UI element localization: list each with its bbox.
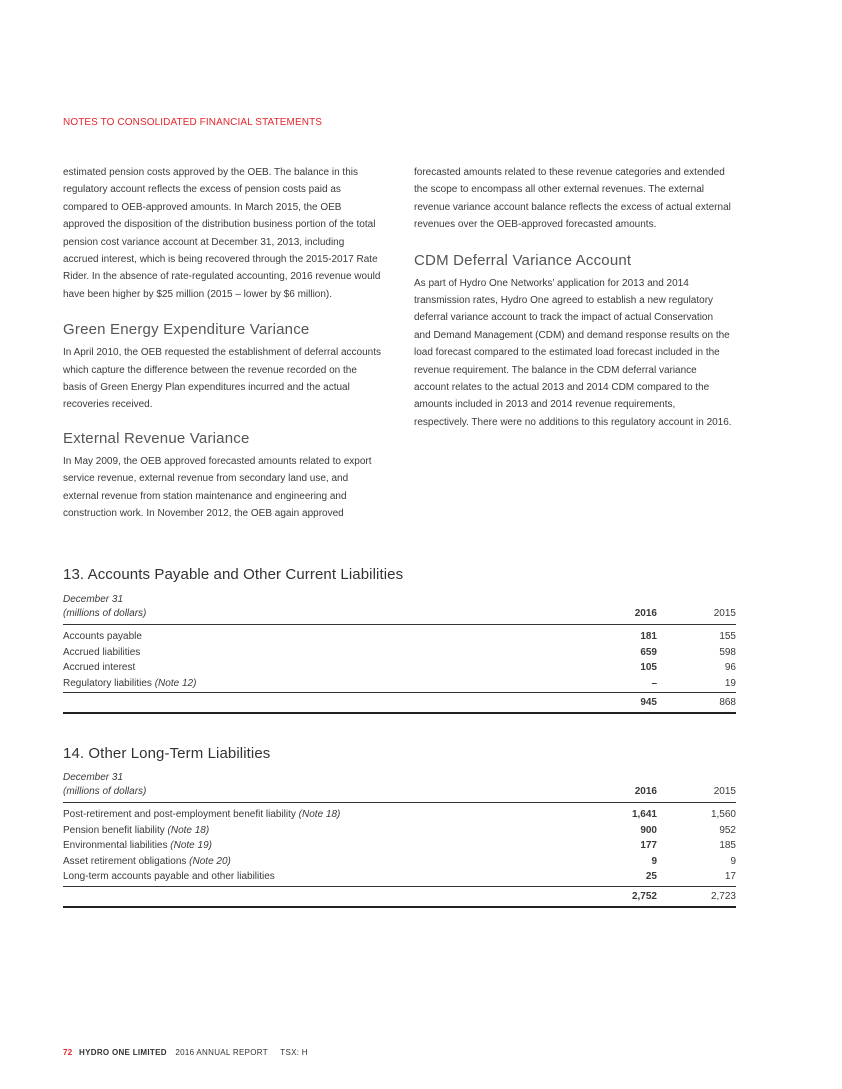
row-label-text: Asset retirement obligations <box>63 855 190 867</box>
note-14-table <box>63 772 736 908</box>
total-2015: 868 <box>719 697 736 708</box>
row-note-ref: (Note 18) <box>167 824 210 836</box>
row-2015: 952 <box>719 824 736 836</box>
table-body <box>63 625 736 693</box>
row-label: Long-term accounts payable and other liabilities <box>63 871 275 882</box>
row-2016: 659 <box>640 646 657 658</box>
page-number: 72 <box>63 1048 73 1057</box>
green-energy-heading: Green Energy Expenditure Variance <box>63 321 310 339</box>
row-2015: 17 <box>724 871 736 882</box>
note-13-title: 13. Accounts Payable and Other Current Liabilities <box>63 566 404 583</box>
header-date: December 31 <box>63 594 124 605</box>
row-label-text: Post-retirement and post-employment benefit liability <box>63 809 299 820</box>
table-total-row <box>63 693 736 714</box>
table-row <box>63 661 736 677</box>
table-row <box>63 646 736 662</box>
row-2016: 105 <box>640 662 657 673</box>
row-label <box>63 678 196 689</box>
table-body <box>63 803 736 887</box>
total-2015: 2,723 <box>710 890 736 902</box>
row-2016: – <box>651 677 657 689</box>
row-2016: 181 <box>640 631 657 642</box>
green-energy-paragraph: In April 2010, the OEB requested the establishment of deferral accounts which capture the difference between the revenue recorded on the basis of Green Energy Plan expenditures incurred and the actual recoveries received. <box>63 347 381 411</box>
header-2016: 2016 <box>634 786 657 797</box>
cdm-paragraph: As part of Hydro One Networks’ application for 2013 and 2014 transmission rates, Hydro One agreed to establish a new regulatory deferral variance account to track the impact of actual Conservation and Demand Management (CDM) and demand response results on the load forecast compared to the estimated load forecast included in the revenue requirement. The balance in the CDM deferral variance account relates to the actual 2013 and 2014 CDM compared to the amounts included in 2013 and 2014 revenue requirements, respectively. There were no additions to this regulatory account in 2016. <box>414 277 732 428</box>
table-row <box>63 808 736 824</box>
report-name: 2016 ANNUAL REPORT <box>175 1048 268 1057</box>
cdm-heading: CDM Deferral Variance Account <box>414 251 632 269</box>
note-14-title: 14. Other Long-Term Liabilities <box>63 745 271 762</box>
header-2016: 2016 <box>634 608 657 619</box>
note-13-table <box>63 594 736 714</box>
company-name: HYDRO ONE LIMITED <box>79 1048 167 1057</box>
ticker: TSX: H <box>280 1048 308 1057</box>
row-label: Accounts payable <box>63 631 142 642</box>
row-2016: 1,641 <box>631 809 657 820</box>
external-revenue-paragraph: In May 2009, the OEB approved forecasted amounts related to export service revenue, external revenue from secondary land use, and external revenue from station maintenance and engineering and construction work. In November 2012, the OEB again approved <box>63 455 372 520</box>
right-column <box>414 164 732 431</box>
row-label <box>63 809 340 820</box>
row-label: Accrued liabilities <box>63 646 141 658</box>
row-2015: 96 <box>724 662 736 673</box>
row-2016: 25 <box>645 871 657 882</box>
row-2016: 900 <box>640 824 657 836</box>
table-row <box>63 824 736 840</box>
header-2015: 2015 <box>713 786 736 797</box>
row-label-text: Environmental liabilities <box>63 840 171 851</box>
row-2015: 155 <box>719 631 736 642</box>
row-label-text: Pension benefit liability <box>63 824 168 836</box>
row-2015: 185 <box>719 840 736 851</box>
row-label-text: Regulatory liabilities <box>63 677 155 689</box>
row-note-ref: (Note 19) <box>170 840 212 851</box>
row-2016: 177 <box>640 840 657 851</box>
table-header <box>63 594 736 625</box>
row-2015: 19 <box>724 677 736 689</box>
total-2016: 945 <box>640 697 657 708</box>
row-label <box>63 825 209 836</box>
row-label <box>63 840 212 851</box>
table-row <box>63 839 736 855</box>
row-2016: 9 <box>651 855 657 867</box>
header-units: (millions of dollars) <box>63 786 147 797</box>
page-header: NOTES TO CONSOLIDATED FINANCIAL STATEMENTS <box>63 117 323 128</box>
row-label: Accrued interest <box>63 662 136 673</box>
table-total-row <box>63 887 736 908</box>
row-note-ref: (Note 18) <box>298 809 341 820</box>
header-date: December 31 <box>63 772 124 783</box>
row-note-ref: (Note 12) <box>154 677 197 689</box>
pension-paragraph: estimated pension costs approved by the OEB. The balance in this regulatory account reflects the excess of pension costs paid as compared to OEB-approved amounts. In March 2015, the OEB approved the disposition of the distribution business portion of the total pension cost variance account at December 31, 2013, including accrued interest, which is being recovered through the 2015-2017 Rate Rider. In the absence of rate-regulated accounting, 2016 revenue would have been higher by $25 million (2015 – lower by $6 million). <box>63 167 381 300</box>
header-units: (millions of dollars) <box>63 608 147 619</box>
table-header <box>63 772 736 803</box>
total-2016: 2,752 <box>631 890 657 902</box>
row-2015: 598 <box>719 646 736 658</box>
page-footer <box>63 1048 308 1057</box>
row-note-ref: (Note 20) <box>189 855 231 867</box>
table-row <box>63 855 736 871</box>
external-revenue-continued-paragraph: forecasted amounts related to these revenue categories and extended the scope to encompass all other external revenues. The external revenue variance account balance reflects the excess of actual external revenues over the OEB-approved forecasted amounts. <box>414 167 731 231</box>
row-2015: 9 <box>730 855 736 867</box>
header-2015: 2015 <box>713 608 736 619</box>
external-revenue-heading: External Revenue Variance <box>63 429 250 447</box>
table-row <box>63 677 736 693</box>
row-2015: 1,560 <box>710 809 736 820</box>
table-row <box>63 630 736 646</box>
row-label <box>63 856 231 867</box>
table-row <box>63 870 736 886</box>
left-column <box>63 164 381 523</box>
